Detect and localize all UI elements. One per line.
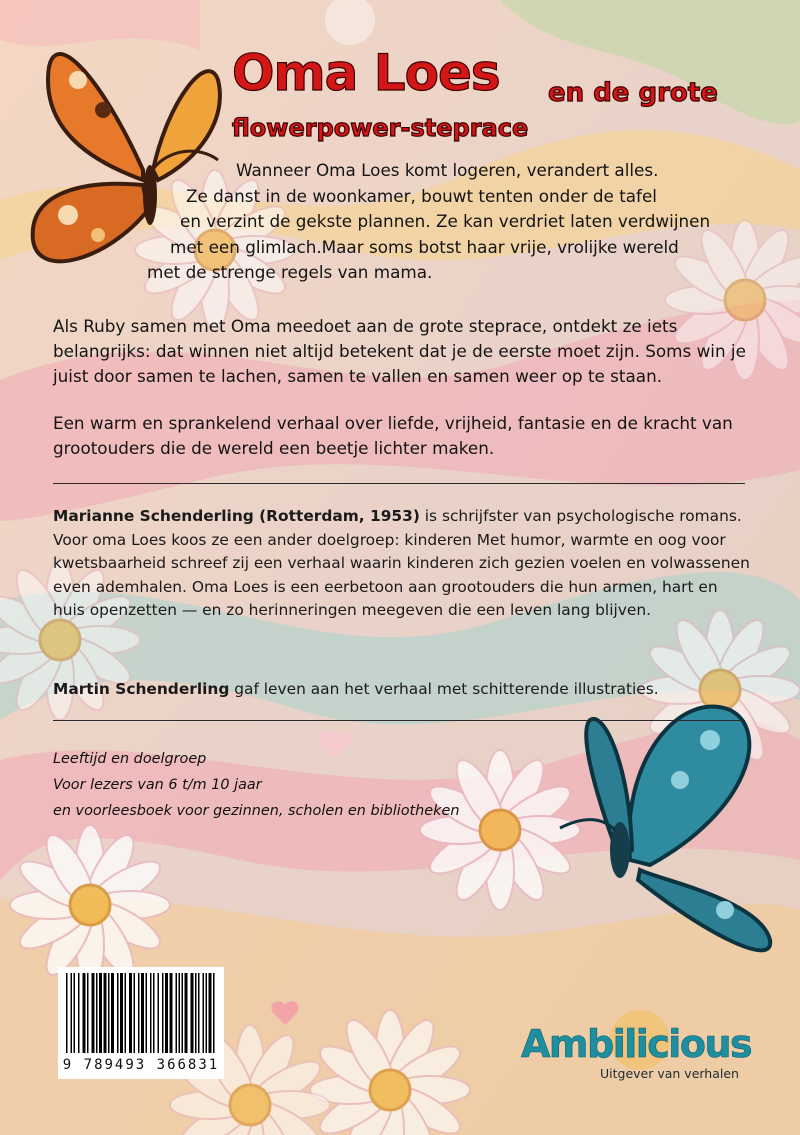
publisher-logo: Ambilicious: [521, 1022, 752, 1066]
intro-line: Wanneer Oma Loes komt logeren, verandert alles.: [236, 160, 659, 180]
author-text: is schrijfster van psychologische romans. Voor oma Loes koos ze een ander doelgroep: kinderen Met humor, warmte en oog voor kwetsbaarheid schreef zij een verhaal waarin kinderen zich gezien voelen en volwassenen even ademhalen. Oma Loes is een eerbetoon aan grootouders die hun armen, hart en huis openzetten — en zo herinneringen meegeven die een leven lang blijven.: [53, 507, 750, 619]
book-subtitle-line2: flowerpower-steprace: [232, 114, 529, 142]
age-heading: Leeftijd en doelgroep: [53, 751, 207, 767]
intro-line: en verzint de gekste plannen. Ze kan verdriet laten verdwijnen: [180, 211, 711, 231]
illustrator-name: Martin Schenderling: [53, 680, 230, 698]
story-paragraph: Als Ruby samen met Oma meedoet aan de grote steprace, ontdekt ze iets belangrijks: dat winnen niet altijd betekent dat je de eerste moet zijn. Soms win je juist door samen te lachen, samen te vallen en samen weer op te staan.: [53, 316, 746, 386]
intro-line: met de strenge regels van mama.: [147, 262, 433, 282]
book-subtitle-line1: en de grote: [548, 78, 718, 108]
barcode-bars: [58, 967, 224, 1053]
age-line: en voorleesboek voor gezinnen, scholen en bibliotheken: [53, 803, 460, 819]
story-paragraph: Een warm en sprankelend verhaal over liefde, vrijheid, fantasie en de kracht van grootouders die de wereld een beetje lichter maken.: [53, 413, 733, 458]
intro-line: Ze danst in de woonkamer, bouwt tenten onder de tafel: [186, 186, 657, 206]
age-line: Voor lezers van 6 t/m 10 jaar: [53, 777, 262, 793]
divider: [53, 483, 745, 484]
author-bio: [53, 505, 753, 623]
illustrator-text: gaf leven aan het verhaal met schitterende illustraties.: [229, 680, 659, 698]
illustrator-credit: [53, 678, 753, 702]
barcode: [58, 967, 224, 1079]
author-name: Marianne Schenderling (Rotterdam, 1953): [53, 507, 420, 525]
divider: [53, 720, 745, 721]
book-title: Oma Loes: [232, 44, 500, 102]
isbn-number: 9 789493 366831: [62, 1057, 220, 1073]
publisher-tagline: Uitgever van verhalen: [600, 1066, 739, 1081]
intro-line: met een glimlach.Maar soms botst haar vrije, vrolijke wereld: [170, 237, 679, 257]
